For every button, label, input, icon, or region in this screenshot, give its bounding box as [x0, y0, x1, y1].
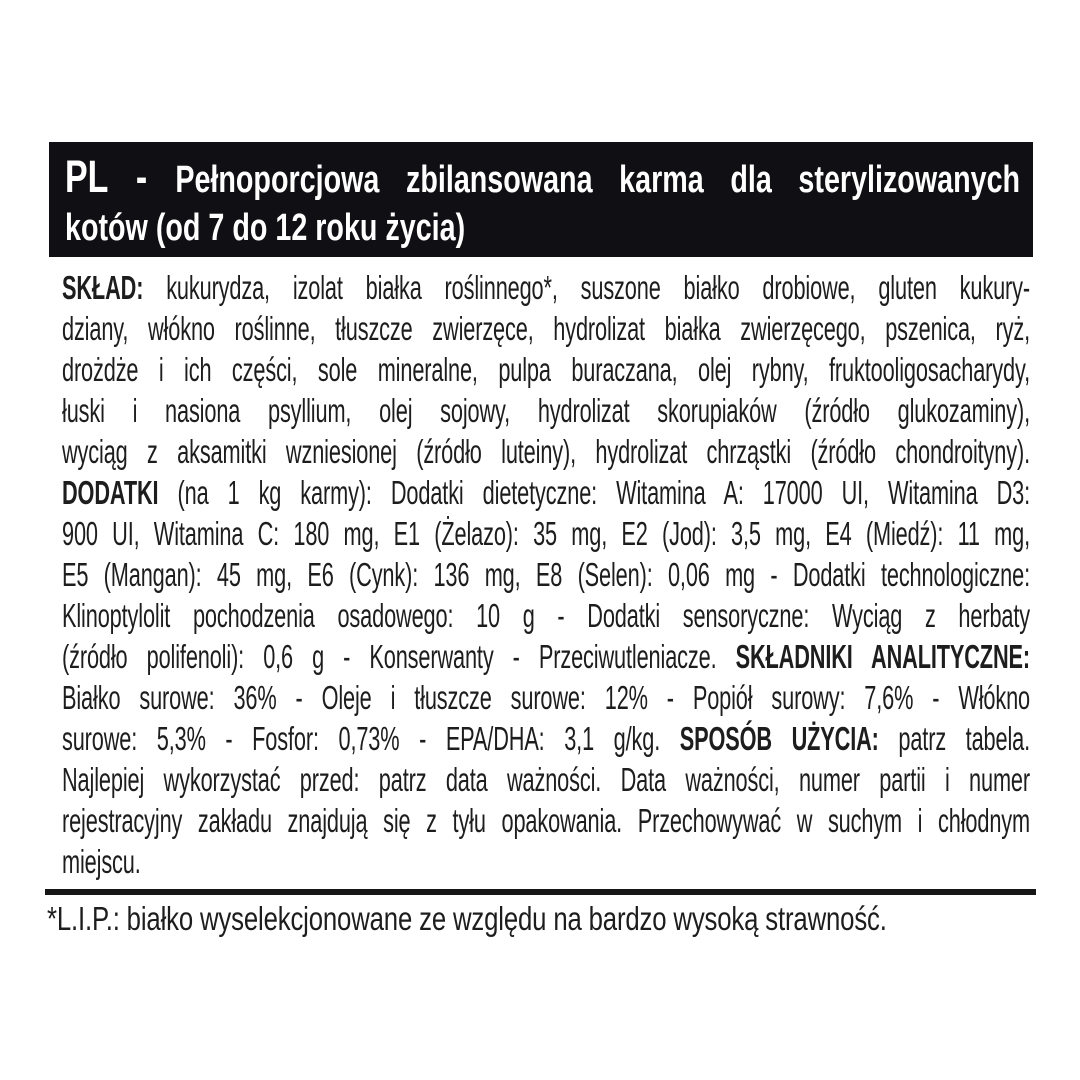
body-line [62, 677, 1030, 718]
body-line [62, 308, 1030, 349]
text-span: łuski i nasiona psyllium, olej sojowy, hydrolizat skorupiaków (źródło glukozaminy), [62, 392, 1030, 429]
text-span: (źródło polifenoli): 0,6 g - Konserwanty - Przeciwutleniacze. [62, 638, 736, 675]
header-line [65, 204, 1020, 252]
body-line [62, 472, 1030, 513]
text-span: wyciąg z aksamitki wzniesionej (źródło luteiny), hydrolizat chrząstki (źródło chondroityny). [62, 433, 1030, 470]
body-line [62, 759, 1030, 800]
body-line [62, 841, 1030, 882]
text-span: surowe: 5,3% - Fosfor: 0,73% - EPA/DHA: 3,1 g/kg. [62, 720, 680, 757]
usage-heading: SPOSÓB UŻYCIA: [679, 720, 879, 757]
footnote-divider [45, 889, 1036, 895]
body-line [62, 431, 1030, 472]
additives-heading: DODATKI [62, 474, 159, 511]
header-line [65, 153, 1020, 204]
body-line [62, 349, 1030, 390]
text-span: drożdże i ich części, sole mineralne, pulpa buraczana, olej rybny, fruktooligosacharydy, [62, 351, 1030, 388]
body-text-block [62, 267, 1030, 882]
footnote-text: *L.I.P.: białko wyselekcjonowane ze względu na bardzo wysoką strawność. [47, 900, 887, 937]
language-code: PL - [65, 151, 176, 202]
body-line [62, 390, 1030, 431]
text-span: miejscu. [62, 843, 141, 880]
text-span: rejestracyjny zakładu znajdują się z tyłu opakowania. Przechowywać w suchym i chłodnym [62, 802, 1030, 839]
product-description-line1: Pełnoporcjowa zbilansowana karma dla sterylizowanych [175, 159, 1021, 201]
text-span: 900 UI, Witamina C: 180 mg, E1 (Żelazo): 35 mg, E2 (Jod): 3,5 mg, E4 (Miedź): 11 mg, [62, 515, 1030, 552]
text-span: Klinoptylolit pochodzenia osadowego: 10 g - Dodatki sensoryczne: Wyciąg z herbaty [62, 597, 1030, 634]
text-span: patrz tabela. [878, 720, 1031, 757]
text-span: E5 (Mangan): 45 mg, E6 (Cynk): 136 mg, E8 (Selen): 0,06 mg - Dodatki technologiczne: [62, 556, 1030, 593]
body-line [62, 718, 1030, 759]
body-line [62, 554, 1030, 595]
text-span: kukurydza, izolat białka roślinnego*, suszone białko drobiowe, gluten kukury- [143, 269, 1030, 306]
ingredients-heading: SKŁAD: [62, 269, 144, 306]
text-span: (na 1 kg karmy): Dodatki dietetyczne: Witamina A: 17000 UI, Witamina D3: [158, 474, 1030, 511]
header-title-block [65, 153, 1020, 252]
body-line [62, 267, 1030, 308]
product-description-line2: kotów (od 7 do 12 roku życia) [65, 207, 466, 249]
body-line [62, 595, 1030, 636]
body-line [62, 513, 1030, 554]
text-span: Najlepiej wykorzystać przed: patrz data ważności. Data ważności, numer partii i numer [62, 761, 1030, 798]
text-span: Białko surowe: 36% - Oleje i tłuszcze surowe: 12% - Popiół surowy: 7,6% - Włókno [62, 679, 1030, 716]
body-line [62, 636, 1030, 677]
text-span: dziany, włókno roślinne, tłuszcze zwierzęce, hydrolizat białka zwierzęcego, pszenica, ryż, [62, 310, 1030, 347]
body-line [62, 800, 1030, 841]
analytical-heading: SKŁADNIKI ANALITYCZNE: [735, 638, 1030, 675]
header-bar [49, 142, 1033, 257]
